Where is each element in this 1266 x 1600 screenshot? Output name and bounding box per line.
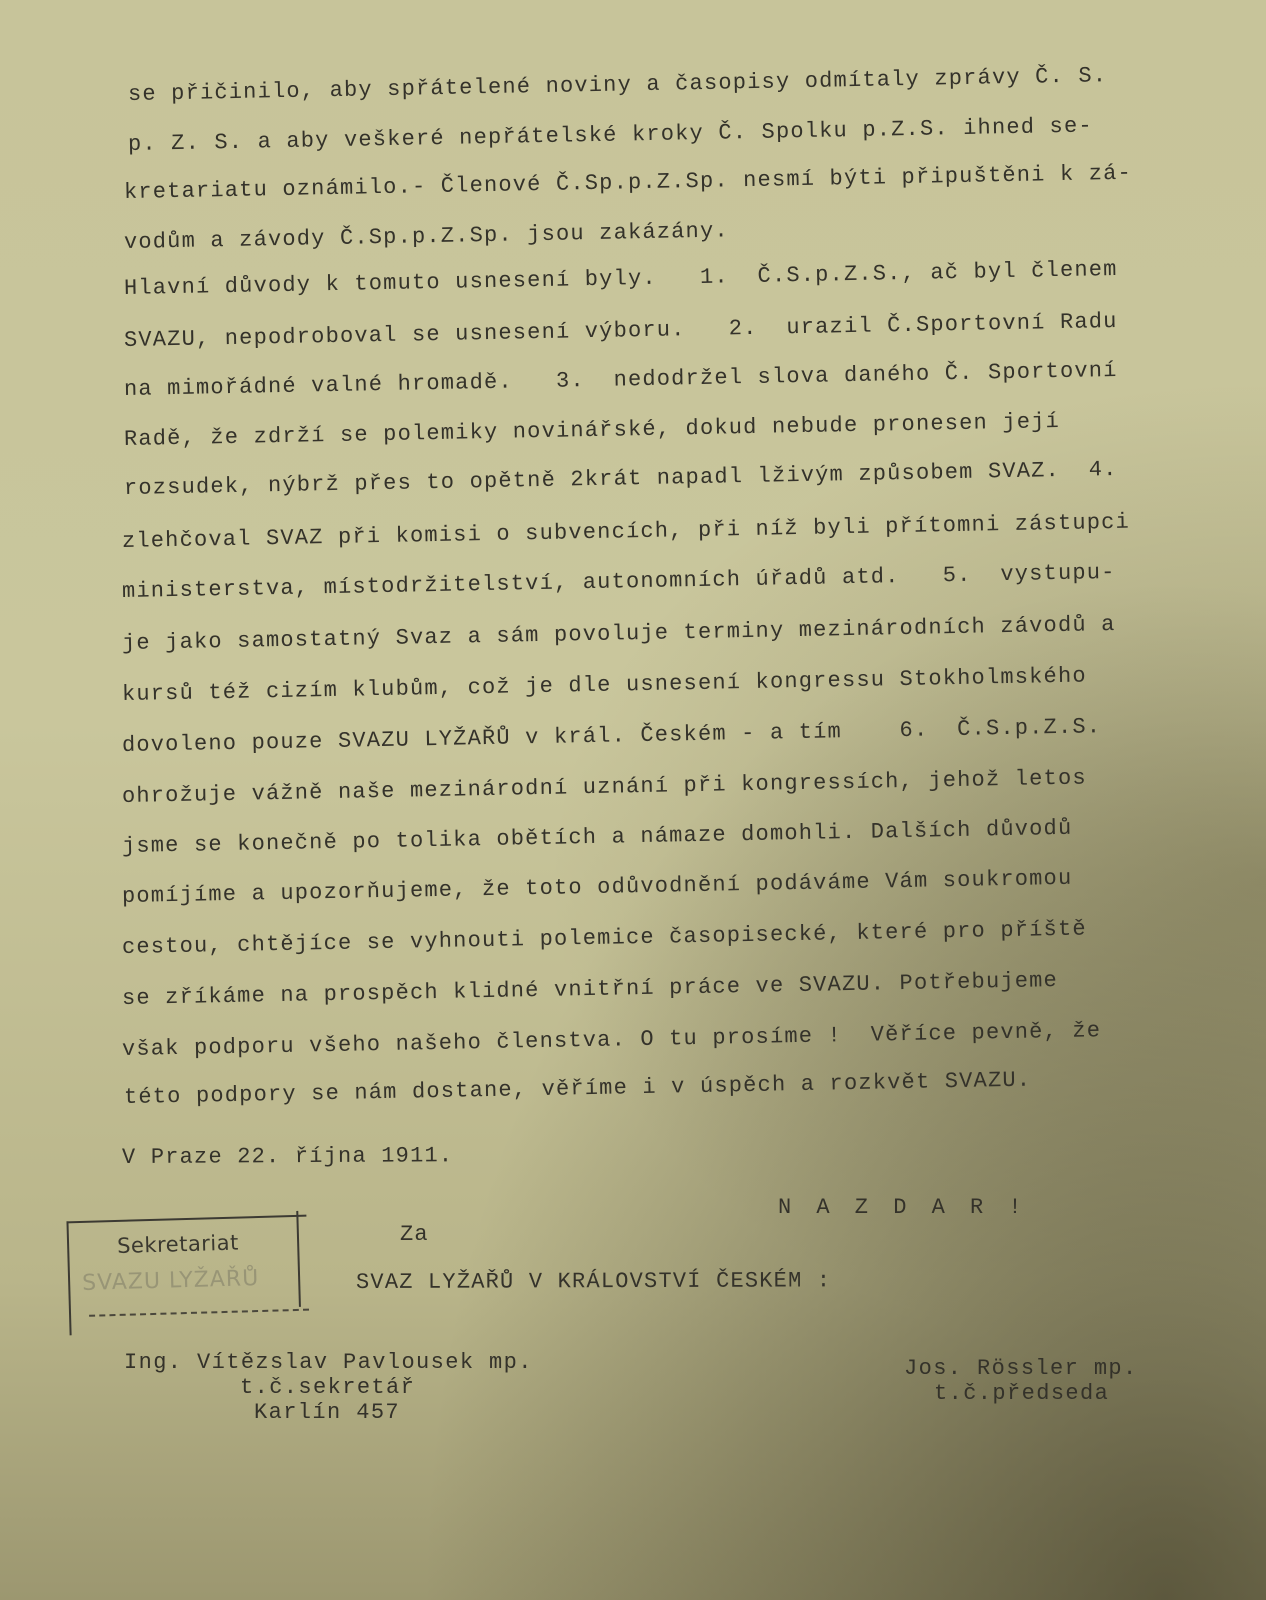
signatory-left-role: t.č.sekretář xyxy=(240,1375,416,1400)
body-line: je jako samostatný Svaz a sám povoluje terminy mezinárodních závodů a xyxy=(121,611,1116,656)
body-line: jsme se konečně po tolika obětích a námaze domohli. Dalších důvodů xyxy=(121,815,1073,859)
stamp-text-union: SVAZU LYŽAŘŮ xyxy=(81,1266,260,1296)
body-line: Hlavní důvody k tomuto usnesení byly. 1. Č.S.p.Z.S., ač byl členem xyxy=(123,256,1118,301)
stamp-text-secretariat: Sekretariat xyxy=(116,1230,240,1258)
body-line: vodům a závody Č.Sp.p.Z.Sp. jsou zakázány. xyxy=(123,218,730,255)
body-line: cestou, chtějíce se vyhnouti polemice časopisecké, které pro příště xyxy=(121,916,1088,960)
signatory-right-role: t.č.předseda xyxy=(934,1381,1110,1406)
stamp-border xyxy=(296,1211,301,1307)
body-line: ohrožuje vážně naše mezinárodní uznání při kongressích, jehož letos xyxy=(121,765,1088,809)
organization-name: SVAZ LYŽAŘŮ V KRÁLOVSTVÍ ČESKÉM : xyxy=(355,1268,832,1295)
signatory-left-address: Karlín 457 xyxy=(254,1400,401,1425)
signatory-right-name: Jos. Rössler mp. xyxy=(904,1356,1138,1381)
body-line: kursů též cizím klubům, což je dle usnesení kongressu Stokholmského xyxy=(121,663,1088,707)
body-line: kretariatu oznámilo.- Členové Č.Sp.p.Z.Sp. nesmí býti připuštěni k zá- xyxy=(123,160,1133,205)
body-line: zlehčoval SVAZ při komisi o subvencích, při níž byli přítomni zástupci xyxy=(121,509,1131,554)
body-line: se zříkáme na prospěch klidné vnitřní práce ve SVAZU. Potřebujeme xyxy=(121,968,1059,1011)
signatory-left-name: Ing. Vítězslav Pavlousek mp. xyxy=(124,1350,533,1375)
body-line: této podpory se nám dostane, věříme i v úspěch a rozkvět SVAZU. xyxy=(123,1067,1032,1110)
body-line: p. Z. S. a aby veškeré nepřátelské kroky Č. Spolku p.Z.S. ihned se- xyxy=(127,113,1094,157)
body-line: se přičinilo, aby spřátelené noviny a časopisy odmítaly zprávy Č. S. xyxy=(127,63,1108,107)
za-label: Za xyxy=(400,1222,429,1247)
body-line: dovoleno pouze SVAZU LYŽAŘŮ v král. Českém - a tím 6. Č.S.p.Z.S. xyxy=(121,714,1102,758)
stamp-dashed-line xyxy=(89,1309,309,1317)
body-line: pomíjíme a upozorňujeme, že toto odůvodnění podáváme Vám soukromou xyxy=(121,865,1073,909)
body-line: Radě, že zdrží se polemiky novinářské, dokud nebude pronesen její xyxy=(123,409,1061,452)
body-line: však podporu všeho našeho členstva. O tu prosíme ! Věříce pevně, že xyxy=(121,1018,1102,1062)
secretariat-stamp xyxy=(66,1215,309,1336)
body-line: rozsudek, nýbrž přes to opětně 2krát napadl lživým způsobem SVAZ. 4. xyxy=(123,456,1118,501)
body-line: ministerstva, místodržitelství, autonomních úřadů atd. 5. vystupu- xyxy=(121,559,1116,604)
greeting: N A Z D A R ! xyxy=(778,1195,1028,1220)
body-line: SVAZU, nepodroboval se usnesení výboru. 2. urazil Č.Sportovní Radu xyxy=(123,308,1118,353)
body-line: na mimořádné valné hromadě. 3. nedodržel slova daného Č. Sportovní xyxy=(123,357,1118,402)
date-line: V Praze 22. října 1911. xyxy=(121,1143,454,1170)
